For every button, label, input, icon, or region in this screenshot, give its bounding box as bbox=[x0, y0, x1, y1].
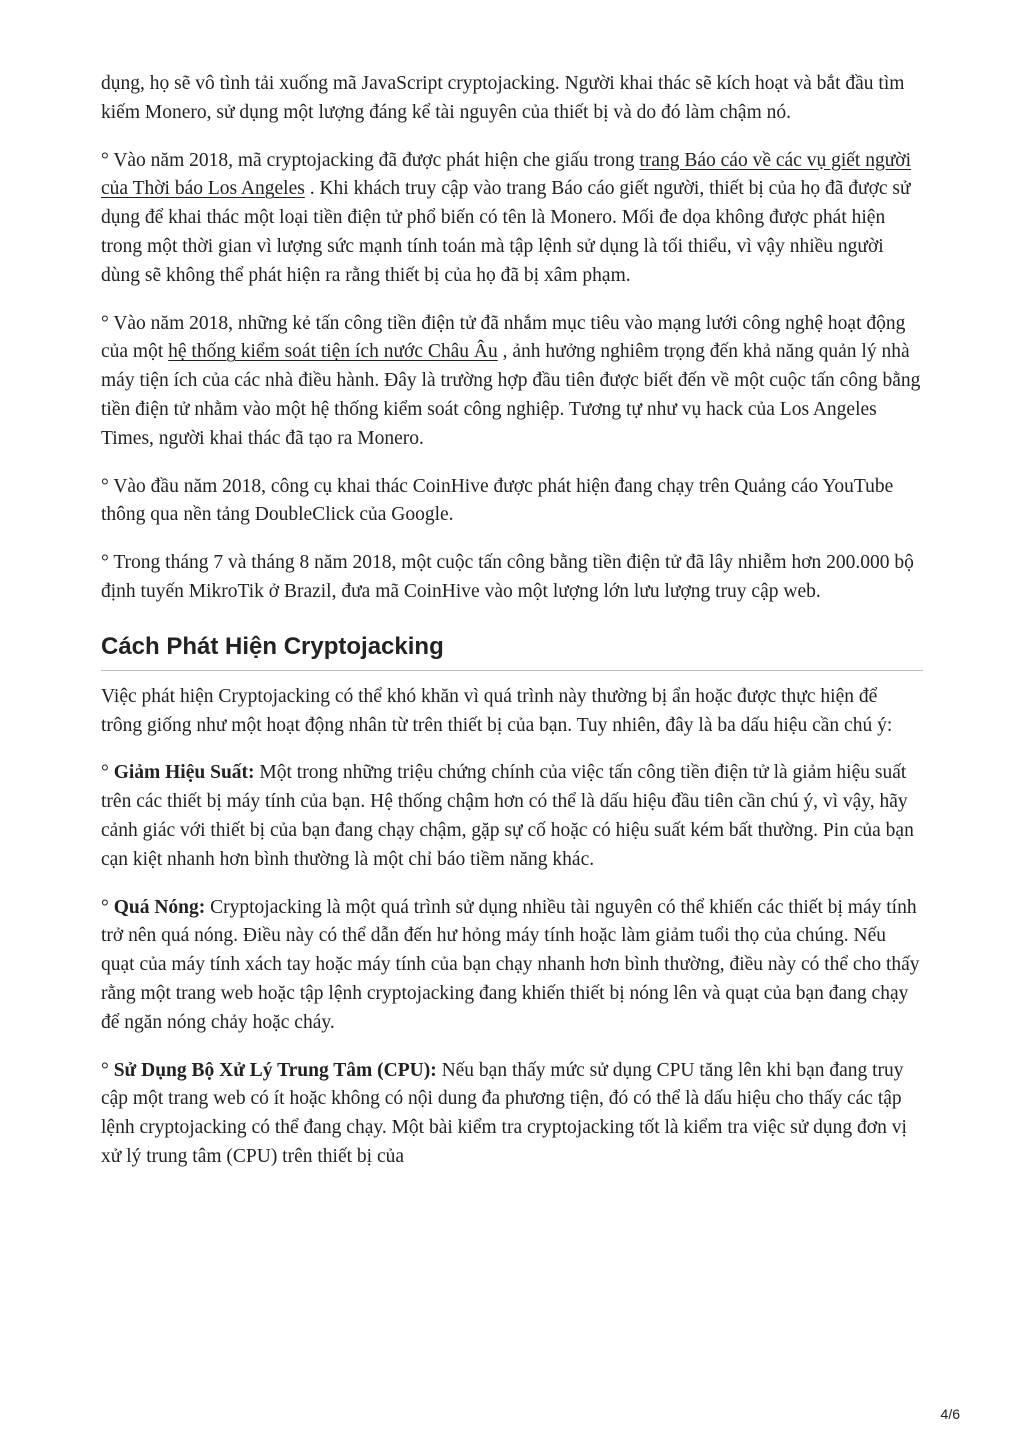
page-number: 4/6 bbox=[940, 1406, 960, 1422]
paragraph-text: ° Vào năm 2018, mã cryptojacking đã được phát hiện che giấu trong bbox=[101, 149, 640, 171]
paragraph-coinhive-youtube: ° Vào đầu năm 2018, công cụ khai thác CoinHive được phát hiện đang chạy trên Quảng cáo YouTube thông qua nền tảng DoubleClick của Google. bbox=[101, 475, 894, 526]
sign-description: Cryptojacking là một quá trình sử dụng nhiều tài nguyên có thể khiến các thiết bị máy tính trở nên quá nóng. Điều này có thể dẫn đến hư hỏng máy tính hoặc làm giảm tuổi thọ của chúng. Nếu quạt của máy tính xách tay hoặc máy tính của bạn chạy nhanh hơn bình thường, điều này có thể cho thấy rằng một trang web hoặc tập lệnh cryptojacking đang khiến thiết bị nóng lên và quạt của bạn đang chạy để ngăn nóng chảy hoặc cháy. bbox=[101, 896, 920, 1033]
sign-term: Quá Nóng: bbox=[113, 896, 206, 918]
paragraph-water-utility bbox=[101, 310, 923, 454]
sign-term: Giảm Hiệu Suất: bbox=[113, 762, 255, 784]
water-utility-link[interactable]: hệ thống kiểm soát tiện ích nước Châu Âu bbox=[168, 341, 498, 363]
la-times-report-link[interactable]: trang Báo cáo về các vụ giết người của Thời báo Los Angeles bbox=[101, 149, 911, 200]
document-page bbox=[101, 70, 923, 1172]
sign-item-overheating bbox=[101, 894, 923, 1038]
bullet: ° bbox=[101, 762, 114, 784]
section-heading: Cách Phát Hiện Cryptojacking bbox=[101, 632, 923, 671]
sign-item-cpu-usage bbox=[101, 1057, 923, 1172]
sign-description: Nếu bạn thấy mức sử dụng CPU tăng lên khi bạn đang truy cập một trang web có ít hoặc không có nội dung đa phương tiện, đó có thể là dấu hiệu cho thấy các tập lệnh cryptojacking có thể đang chạy. Một bài kiểm tra cryptojacking tốt là kiểm tra việc sử dụng đơn vị xử lý trung tâm (CPU) trên thiết bị của bbox=[101, 1059, 907, 1167]
bullet: ° bbox=[101, 896, 114, 918]
paragraph-la-times bbox=[101, 147, 923, 291]
paragraph-text: ° Vào năm 2018, những kẻ tấn công tiền điện tử đã nhắm mục tiêu vào mạng lưới công nghệ hoạt động của một bbox=[101, 312, 906, 363]
bullet: ° bbox=[101, 1059, 114, 1081]
paragraph-intro-continuation: dụng, họ sẽ vô tình tải xuống mã JavaScript cryptojacking. Người khai thác sẽ kích hoạt và bắt đầu tìm kiếm Monero, sử dụng một lượng đáng kể tài nguyên của thiết bị và do đó làm chậm nó. bbox=[101, 73, 905, 123]
sign-item-performance bbox=[101, 759, 923, 874]
sign-term: Sử Dụng Bộ Xử Lý Trung Tâm (CPU): bbox=[113, 1059, 437, 1081]
paragraph-text: , ảnh hưởng nghiêm trọng đến khả năng quản lý nhà máy tiện ích của các nhà điều hành. Đây là trường hợp đầu tiên được biết đến về một cuộc tấn công bằng tiền điện tử nhằm vào một hệ thống kiểm soát công nghiệp. Tương tự như vụ hack của Los Angeles Times, người khai thác đã tạo ra Monero. bbox=[101, 341, 921, 449]
sign-description: Một trong những triệu chứng chính của việc tấn công tiền điện tử là giảm hiệu suất trên các thiết bị máy tính của bạn. Hệ thống chậm hơn có thể là dấu hiệu đầu tiên cần chú ý, vì vậy, hãy cảnh giác với thiết bị của bạn đang chạy chậm, gặp sự cố hoặc có hiệu suất kém bất thường. Pin của bạn cạn kiệt nhanh hơn bình thường là một chỉ báo tiềm năng khác. bbox=[101, 762, 914, 870]
paragraph-text: . Khi khách truy cập vào trang Báo cáo giết người, thiết bị của họ đã được sử dụng để khai thác một loại tiền điện tử phổ biến có tên là Monero. Mối đe dọa không được phát hiện trong một thời gian vì lượng sức mạnh tính toán mà tập lệnh sử dụng là tối thiểu, vì vậy nhiều người dùng sẽ không thể phát hiện ra rằng thiết bị của họ đã bị xâm phạm. bbox=[101, 178, 911, 286]
paragraph-mikrotik: ° Trong tháng 7 và tháng 8 năm 2018, một cuộc tấn công bằng tiền điện tử đã lây nhiễm hơn 200.000 bộ định tuyến MikroTik ở Brazil, đưa mã CoinHive vào một lượng lớn lưu lượng truy cập web. bbox=[101, 552, 914, 602]
section-intro: Việc phát hiện Cryptojacking có thể khó khăn vì quá trình này thường bị ẩn hoặc được thực hiện để trông giống như một hoạt động nhân từ trên thiết bị của bạn. Tuy nhiên, đây là ba dấu hiệu cần chú ý: bbox=[101, 685, 893, 736]
